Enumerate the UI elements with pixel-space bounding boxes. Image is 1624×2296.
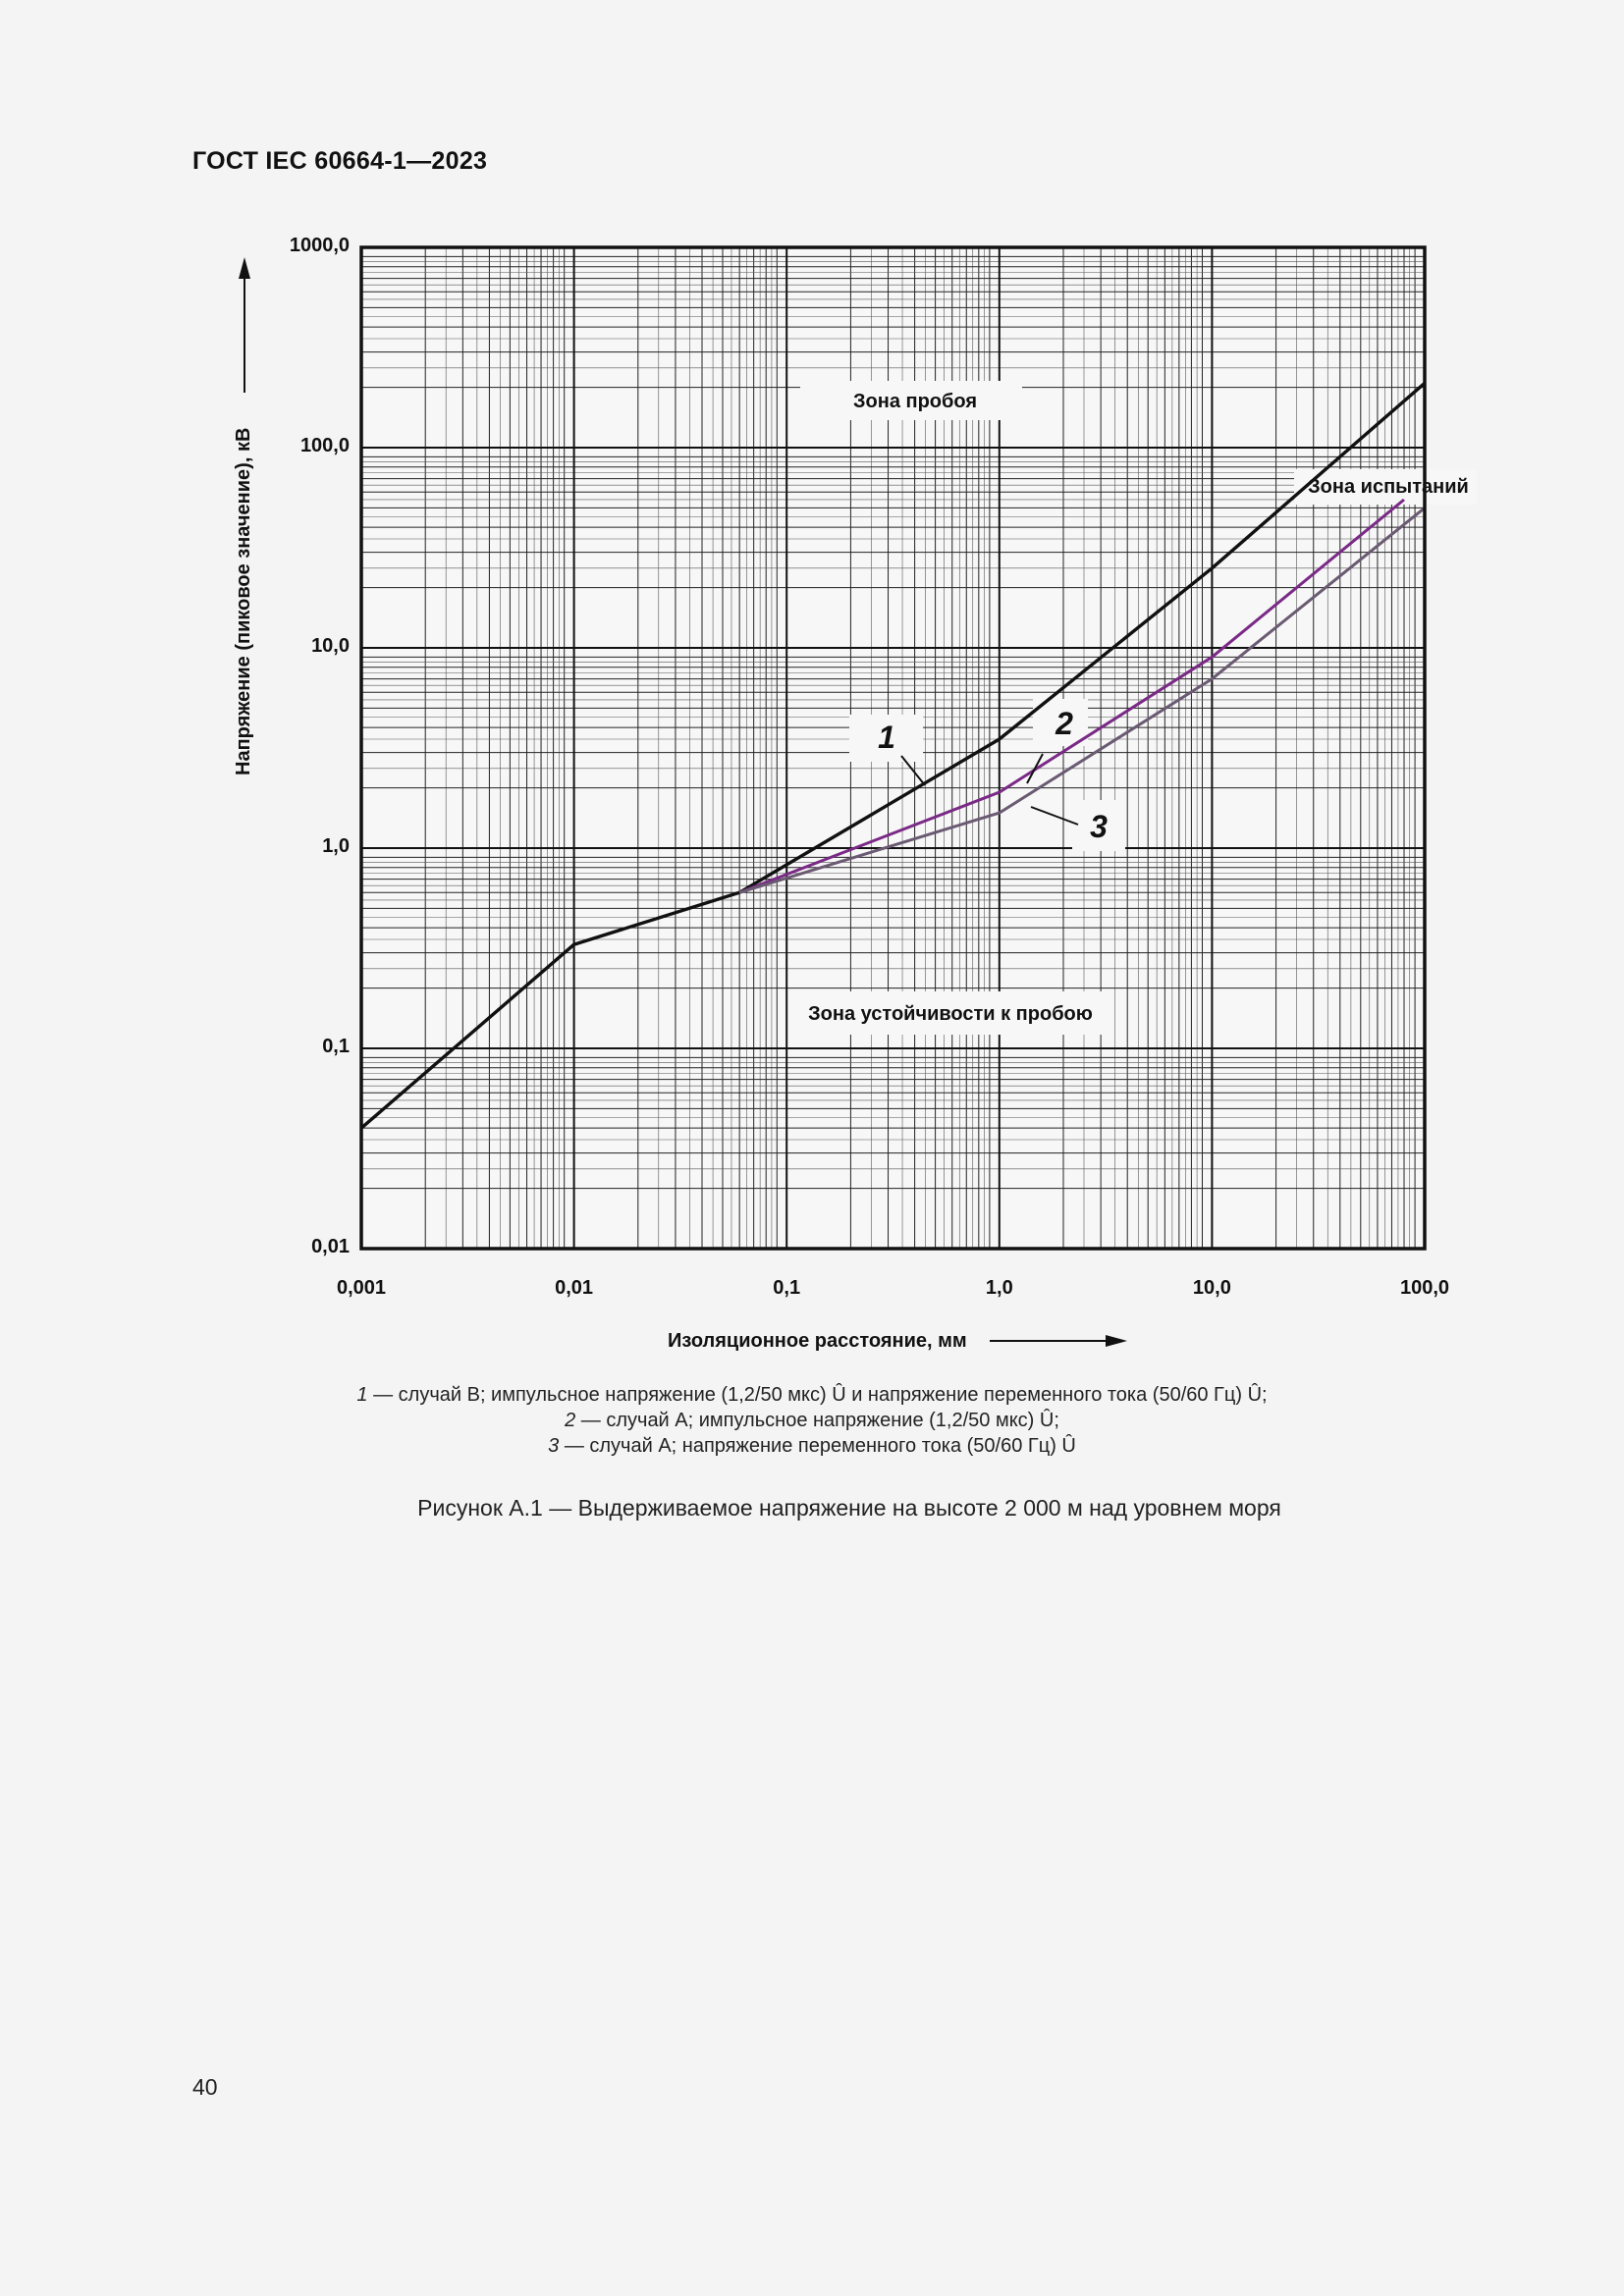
legend [0,1382,1624,1459]
legend-text-3: — случай А; напряжение переменного тока (50/60 Гц) Û [559,1435,1076,1457]
zone-label-breakdown: Зона пробоя [853,391,977,412]
y-axis-title: Напряжение (пиковое значение), кВ [233,427,254,775]
y-tick-labels [290,235,350,1257]
x-tick-labels [337,1277,1449,1299]
x-tick-label: 0,001 [336,1277,387,1299]
x-axis-title: Изоляционное расстояние, мм [668,1330,967,1352]
legend-text-1: — случай В; импульсное напряжение (1,2/50 мкс) Û и напряжение переменного тока (50/60 Гц) Û; [367,1384,1268,1406]
x-tick-label: 100,0 [1399,1277,1450,1299]
y-tick-label: 100,0 [299,435,350,456]
y-tick-label: 10,0 [311,635,350,657]
y-tick-label: 0,01 [311,1236,350,1257]
y-tick-label: 0,1 [322,1036,350,1057]
legend-number-3: 3 [548,1435,560,1457]
legend-text-2: — случай А; импульсное напряжение (1,2/50 мкс) Û; [575,1410,1059,1431]
x-tick-label: 1,0 [985,1277,1013,1299]
y-axis-arrow-head [239,257,250,279]
curve-label-2: 2 [1056,706,1073,741]
zone-label-test: Зона испытаний [1308,476,1469,498]
x-tick-label: 10,0 [1192,1277,1231,1299]
x-tick-label: 0,1 [773,1277,801,1299]
y-tick-label: 1,0 [322,835,350,857]
legend-number-1: 1 [356,1384,368,1406]
legend-item-3 [0,1433,1624,1459]
legend-item-2 [0,1408,1624,1433]
document-header: ГОСТ IEC 60664-1—2023 [192,147,488,175]
figure-caption: Рисунок А.1 — Выдерживаемое напряжение на высоте 2 000 м над уровнем моря [417,1495,1281,1521]
page-number: 40 [192,2074,218,2100]
x-axis-arrow-head [1106,1335,1127,1347]
x-tick-label: 0,01 [555,1277,594,1299]
y-tick-label: 1000,0 [289,235,350,256]
legend-number-2: 2 [565,1410,576,1431]
curve-label-1: 1 [878,720,895,755]
zone-label-withstand: Зона устойчивости к пробою [808,1003,1093,1025]
curve-label-3: 3 [1090,809,1108,844]
legend-item-1 [0,1382,1624,1408]
